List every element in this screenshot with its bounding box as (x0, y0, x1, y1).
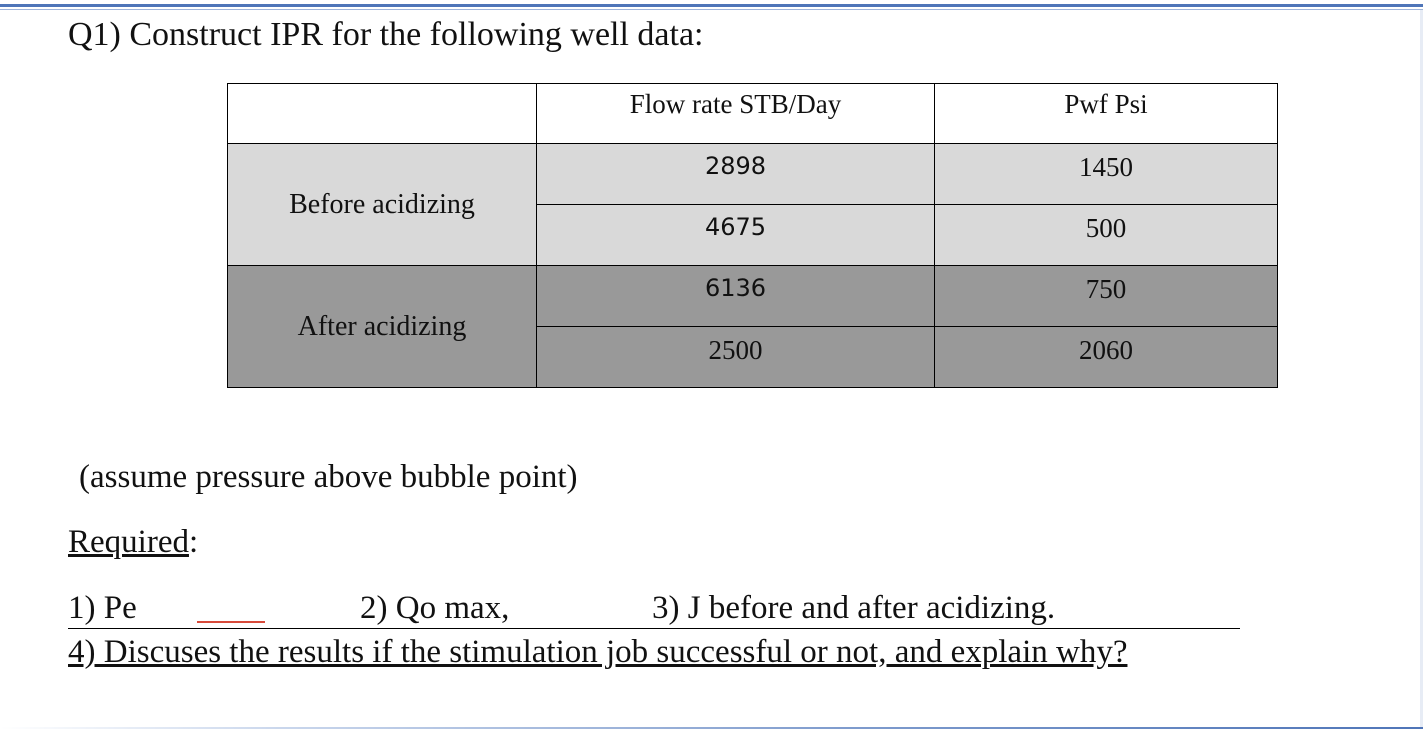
required-item-1: 1) Pe (68, 590, 137, 626)
page-bottom-rule (0, 727, 1423, 729)
flow-rate-cell: 6136 (537, 266, 935, 327)
table-row (228, 266, 1278, 327)
question-title: Q1) Construct IPR for the following well data: (68, 16, 704, 53)
group-label-after: After acidizing (228, 266, 537, 388)
flow-rate-cell: 4675 (537, 205, 935, 266)
header-pwf: Pwf Psi (935, 84, 1278, 144)
assumption-note: (assume pressure above bubble point) (79, 459, 578, 495)
required-items-line-1 (68, 590, 1240, 629)
red-annotation-mark (197, 621, 265, 623)
header-empty-cell (228, 84, 537, 144)
table-header-row (228, 84, 1278, 144)
flow-rate-cell: 2500 (537, 327, 935, 388)
header-flow-rate: Flow rate STB/Day (537, 84, 935, 144)
page-top-rule-thin (0, 9, 1423, 10)
required-item-2: 2) Qo max, (360, 590, 510, 626)
pwf-cell: 500 (935, 205, 1278, 266)
pwf-cell: 1450 (935, 144, 1278, 205)
page-top-rule (0, 4, 1423, 7)
well-data-table (227, 83, 1278, 388)
required-item-4: 4) Discuses the results if the stimulation job successful or not, and explain why? (68, 634, 1128, 670)
pwf-cell: 750 (935, 266, 1278, 327)
table-row (228, 144, 1278, 205)
pwf-cell: 2060 (935, 327, 1278, 388)
required-heading: Required: (68, 524, 199, 560)
group-label-before: Before acidizing (228, 144, 537, 266)
required-item-3: 3) J before and after acidizing. (652, 590, 1056, 626)
flow-rate-cell: 2898 (537, 144, 935, 205)
